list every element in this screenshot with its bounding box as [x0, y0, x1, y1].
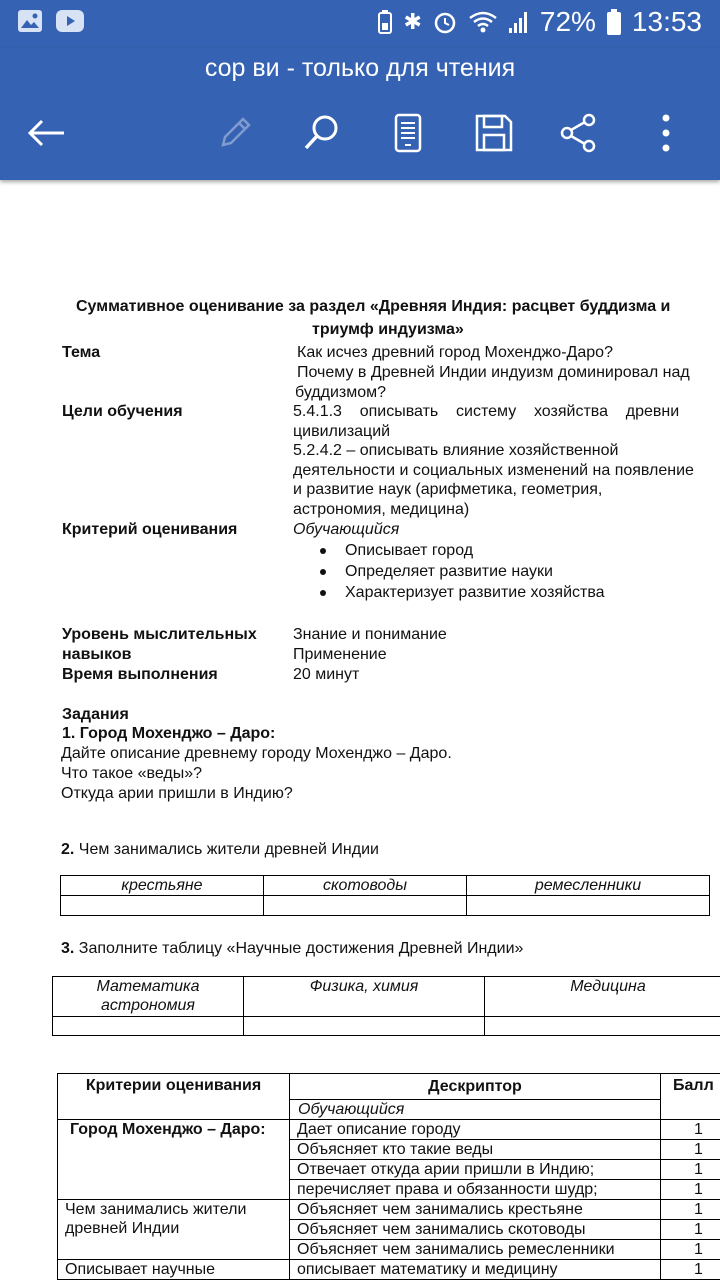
rubric-descriptor: перечисляет права и обязанности шудр; [290, 1180, 661, 1200]
task3-answer-cell[interactable] [244, 1017, 485, 1036]
back-button[interactable] [21, 108, 71, 158]
search-button[interactable] [297, 108, 347, 158]
document-page[interactable] [0, 180, 720, 1280]
tasks-heading: Задания [62, 706, 129, 723]
signal-icon [508, 10, 530, 34]
battery-percent: 72% [539, 6, 596, 37]
criteria-intro: Обучающийся [293, 521, 400, 538]
rubric-group-science: Описывает научные [58, 1260, 290, 1280]
bullet-icon [320, 548, 326, 554]
topic-line: Как исчез древний город Мохенджо-Даро? [297, 344, 613, 361]
task3-header: Физика, химия [244, 977, 485, 1017]
task2-answer-cell[interactable] [61, 896, 264, 916]
bullet-icon [320, 590, 326, 596]
gallery-notification-icon [18, 10, 42, 32]
rubric-group-occupations: Чем занимались жители древней Индии [58, 1200, 290, 1260]
mobile-view-icon [393, 113, 423, 153]
rubric-score: 1 [661, 1260, 720, 1280]
status-bar [0, 0, 720, 48]
task2-text: Чем занимались жители древней Индии [78, 841, 379, 858]
rubric-header-descriptor: Дескриптор [290, 1074, 661, 1100]
goal-line: и развитие наук (арифметика, геометрия, [293, 481, 603, 498]
rubric-descriptor: Объясняет чем занимались ремесленники [290, 1240, 661, 1260]
task1-title: 1. Город Мохенджо – Даро: [62, 725, 276, 742]
rubric-score: 1 [661, 1220, 720, 1240]
topic-line: Почему в Древней Индии индуизм доминировал над [297, 364, 690, 381]
task1-line: Откуда арии пришли в Индию? [61, 785, 293, 802]
more-icon [660, 113, 672, 153]
rubric-header-criteria: Критерии оценивания [58, 1074, 290, 1120]
task3-table [52, 976, 720, 1036]
wifi-icon [468, 10, 498, 34]
save-icon [474, 113, 514, 153]
toolbar [0, 108, 720, 158]
rubric-score: 1 [661, 1180, 720, 1200]
document-title: сор ви - только для чтения [204, 54, 516, 82]
goal-line: астрономия, медицина) [293, 501, 470, 518]
task3-answer-cell[interactable] [485, 1017, 720, 1036]
rubric-table [57, 1073, 720, 1280]
rubric-descriptor: Отвечает откуда арии пришли в Индию; [290, 1160, 661, 1180]
rubric-subheader: Обучающийся [290, 1100, 661, 1120]
topic-line: буддизмом? [295, 384, 387, 401]
task3-prompt [61, 939, 523, 959]
time-label: Время выполнения [62, 666, 218, 683]
level-label: Уровень мыслительных [62, 626, 257, 643]
level-label: навыков [62, 646, 132, 663]
pencil-icon [215, 113, 255, 153]
level-value: Применение [293, 646, 387, 663]
rubric-descriptor: Дает описание городу [290, 1120, 661, 1140]
search-icon [302, 113, 342, 153]
task3-text: Заполните таблицу «Научные достижения Древней Индии» [78, 940, 524, 957]
task2-number: 2. [61, 841, 75, 858]
task2-header: ремесленники [467, 876, 710, 896]
rubric-score: 1 [661, 1140, 720, 1160]
rubric-score: 1 [661, 1160, 720, 1180]
rubric-descriptor: описывает математику и медицину [290, 1260, 661, 1280]
rubric-score: 1 [661, 1240, 720, 1260]
task2-answer-cell[interactable] [264, 896, 467, 916]
share-icon [559, 113, 599, 153]
task2-table [60, 875, 710, 916]
task3-answer-cell[interactable] [53, 1017, 244, 1036]
rubric-group-city: Город Мохенджо – Даро: [58, 1120, 290, 1200]
task2-answer-cell[interactable] [467, 896, 710, 916]
document-heading-line1: Суммативное оценивание за раздел «Древняя Индия: расцвет буддизма и [76, 298, 671, 315]
task1-line: Что такое «веды»? [61, 765, 203, 782]
share-button[interactable] [554, 108, 604, 158]
save-button[interactable] [469, 108, 519, 158]
more-options-button[interactable] [641, 108, 691, 158]
alarm-icon [432, 9, 458, 35]
app-bar [0, 48, 720, 180]
criteria-item: Характеризует развитие хозяйства [345, 584, 605, 601]
level-value: Знание и понимание [293, 626, 447, 643]
bluetooth-icon: ✱ [403, 9, 422, 34]
criteria-item: Описывает город [345, 542, 474, 559]
task3-header: Медицина [485, 977, 720, 1017]
bullet-icon [320, 569, 326, 575]
goal-line: цивилизаций [293, 423, 391, 440]
criteria-item: Определяет развитие науки [345, 563, 553, 580]
mobile-view-button[interactable] [383, 108, 433, 158]
rubric-descriptor: Объясняет чем занимались скотоводы [290, 1220, 661, 1240]
document-heading-line2: триумф индуизма» [312, 321, 464, 338]
task2-header: скотоводы [264, 876, 467, 896]
edit-button[interactable] [210, 108, 260, 158]
task3-number: 3. [61, 940, 75, 957]
clock: 13:53 [631, 6, 702, 37]
goal-line: 5.2.4.2 – описывать влияние хозяйственной [293, 442, 619, 459]
task2-header: крестьяне [61, 876, 264, 896]
battery-icon [606, 8, 622, 36]
goal-line: деятельности и социальных изменений на появление [293, 462, 694, 479]
back-icon [26, 118, 66, 148]
task1-line: Дайте описание древнему городу Мохенджо – Даро. [61, 745, 452, 762]
rubric-descriptor: Объясняет кто такие веды [290, 1140, 661, 1160]
rubric-descriptor: Объясняет чем занимались крестьяне [290, 1200, 661, 1220]
rubric-score: 1 [661, 1120, 720, 1140]
rubric-header-score: Балл [661, 1074, 720, 1120]
criteria-label: Критерий оценивания [62, 521, 238, 538]
task2-prompt [61, 840, 379, 860]
goals-label: Цели обучения [62, 403, 183, 420]
battery-saver-icon [377, 9, 393, 35]
task3-header: Математика астрономия [53, 977, 244, 1017]
goal-line: 5.4.1.3 описывать систему хозяйства древни [293, 403, 680, 420]
time-value: 20 минут [293, 666, 360, 683]
topic-label: Тема [62, 344, 101, 361]
rubric-score: 1 [661, 1200, 720, 1220]
youtube-notification-icon [56, 10, 84, 32]
